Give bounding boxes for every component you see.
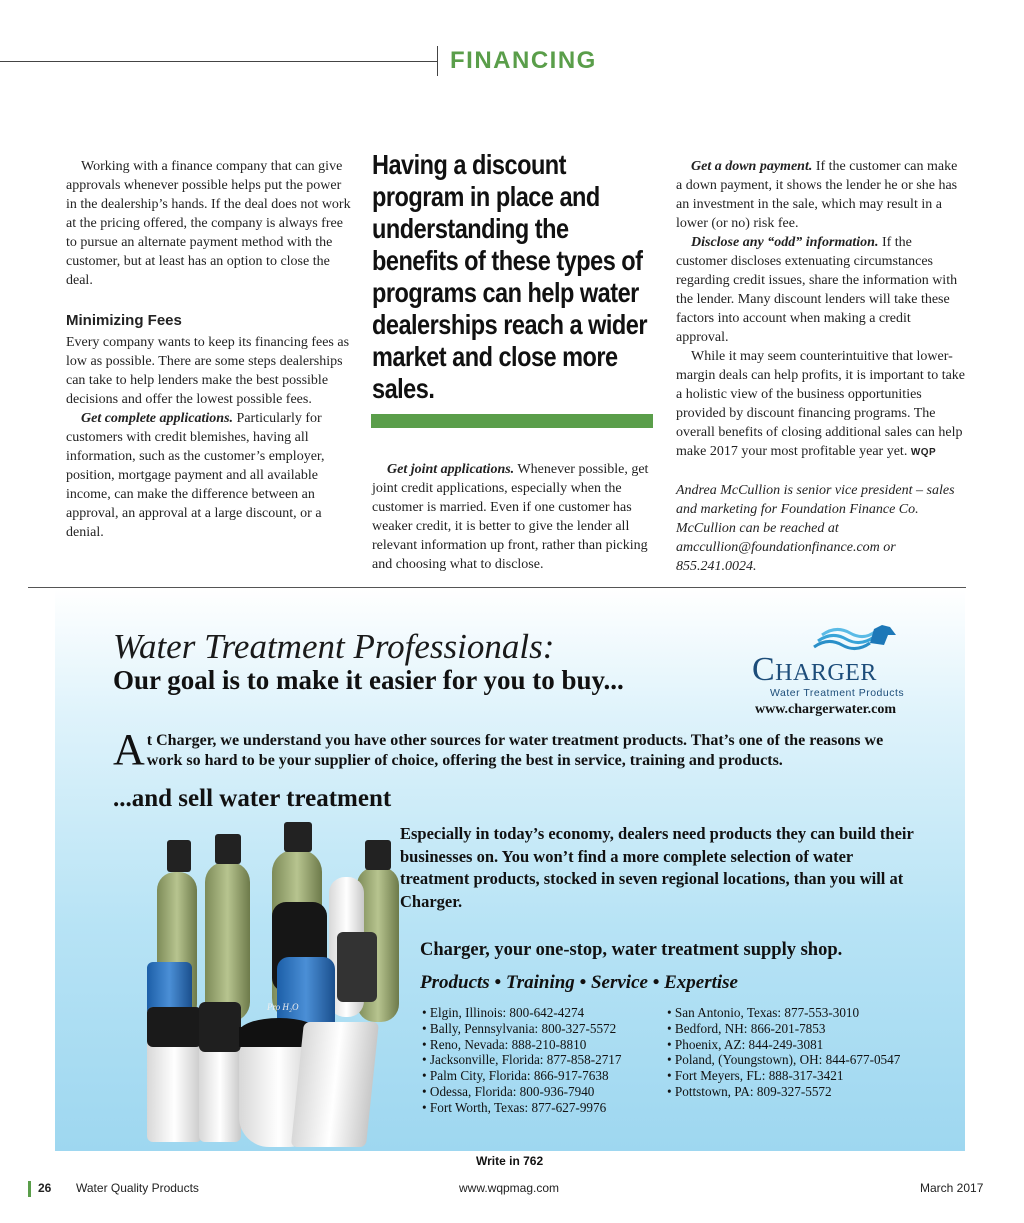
pull-quote: Having a discount program in place and understanding the benefits of these types of programs can help water dealerships reach a wider market and close more sales. — [372, 149, 648, 404]
location-item: • Poland, (Youngstown), OH: 844-677-0547 — [667, 1052, 900, 1068]
location-item: • Phoenix, AZ: 844-249-3081 — [667, 1037, 900, 1053]
product-label: Pro H₂O — [267, 1002, 299, 1012]
location-item: • Odessa, Florida: 800-936-7940 — [422, 1084, 621, 1100]
magazine-website[interactable]: www.wqpmag.com — [459, 1181, 560, 1195]
ad-intro-text: t Charger, we understand you have other sources for water treatment products. That’s one of the reasons we work so hard to be your supplier of choice, offering the best in service, training and products. — [146, 732, 884, 769]
article-column-3 — [676, 157, 966, 576]
location-item: • San Antonio, Texas: 877-553-3010 — [667, 1005, 900, 1021]
write-in-number: Write in 762 — [476, 1154, 544, 1168]
ad-url[interactable]: www.chargerwater.com — [755, 702, 896, 717]
location-item: • Bally, Pennsylvania: 800-327-5572 — [422, 1021, 621, 1037]
charger-logo — [752, 631, 912, 701]
location-item: • Fort Worth, Texas: 877-627-9976 — [422, 1100, 621, 1116]
ad-economy-text: Especially in today’s economy, dealers need products they can build their businesses on. You won’t find a more complete selection of water treatment products, stocked in seven regional locations, than you will at Charger. — [400, 824, 914, 911]
end-mark: WQP — [910, 447, 937, 458]
location-item: • Reno, Nevada: 888-210-8810 — [422, 1037, 621, 1053]
paragraph — [372, 460, 654, 574]
pull-quote-bar — [371, 414, 653, 428]
location-item: • Elgin, Illinois: 800-642-4274 — [422, 1005, 621, 1021]
paragraph: Every company wants to keep its financing fees as low as possible. There are some steps dealerships can take to help lenders make the best possible decisions and offer the lowest possible fees. — [66, 335, 350, 407]
ad-subtitle: Our goal is to make it easier for you to buy... — [113, 665, 624, 695]
ad-pillars: Products • Training • Service • Expertise — [420, 972, 738, 993]
paragraph — [676, 233, 966, 347]
article-ad-divider — [28, 587, 966, 588]
paragraph: Working with a finance company that can give approvals whenever possible helps put the power in the dealership’s hands. If the deal does not work at the pricing offered, the company is always free to pursue an alternate payment method with the customer, but at least has an option to close the deal. — [66, 159, 351, 288]
location-item: • Fort Meyers, FL: 888-317-3421 — [667, 1068, 900, 1084]
header-rule — [0, 61, 437, 62]
run-in-heading: Get complete applications. — [81, 411, 234, 426]
paragraph-body: If the customer discloses extenuating circumstances regarding credit issues, share the information with the lender. Many discount lenders will take these factors into account when making a credit approval. — [676, 235, 958, 345]
locations-left — [422, 1005, 621, 1116]
locations-right — [667, 1005, 900, 1100]
author-bio: Andrea McCullion is senior vice president – sales and marketing for Foundation Finance Co. McCullion can be reached at amccullion@foundationfinance.com or 855.241.0024. — [676, 483, 955, 574]
paragraph-body: Whenever possible, get joint credit applications, especially when the customer is married. Even if one customer has weaker credit, it is better to give the lender all relevant information up front, rather than picking and choosing what to disclose. — [372, 462, 649, 572]
ad-sell-heading: ...and sell water treatment — [113, 785, 392, 812]
drop-cap: A — [113, 725, 145, 774]
location-item: • Palm City, Florida: 866-917-7638 — [422, 1068, 621, 1084]
run-in-heading: Get a down payment. — [691, 159, 813, 174]
water-treatment-products-image — [147, 822, 417, 1152]
location-item: • Bedford, NH: 866-201-7853 — [667, 1021, 900, 1037]
paragraph — [676, 347, 966, 462]
ad-title: Water Treatment Professionals: — [113, 627, 555, 666]
paragraph-body: Particularly for customers with credit blemishes, having all information, such as the customer’s employer, position, mortgage payment and all available income, can make the difference between an approval, an approval at a large discount, or a denial. — [66, 411, 325, 540]
location-item: • Pottstown, PA: 809-327-5572 — [667, 1084, 900, 1100]
article-column-1 — [66, 157, 352, 542]
run-in-heading: Disclose any “odd” information. — [691, 235, 879, 250]
header-divider — [437, 46, 438, 76]
section-title: FINANCING — [450, 47, 597, 74]
page-number: 26 — [38, 1181, 52, 1195]
paragraph — [66, 409, 352, 542]
ad-onestop: Charger, your one-stop, water treatment supply shop. — [420, 940, 843, 960]
article-column-2 — [372, 460, 654, 574]
paragraph-body: If the customer can make a down payment, it shows the lender he or she has an investment in the sale, which may result in a lower (or no) risk fee. — [676, 159, 958, 231]
magazine-name: Water Quality Products — [76, 1181, 199, 1195]
logo-wordmark: Charger — [752, 651, 877, 688]
run-in-heading: Get joint applications. — [387, 462, 515, 477]
logo-tagline: Water Treatment Products — [770, 687, 905, 699]
subheading: Minimizing Fees — [66, 312, 182, 329]
paragraph — [676, 157, 966, 233]
charger-advertisement[interactable] — [55, 589, 965, 1151]
footer-accent-bar — [28, 1181, 31, 1197]
issue-date: March 2017 — [920, 1181, 984, 1195]
ad-intro — [113, 725, 913, 774]
location-item: • Jacksonville, Florida: 877-858-2717 — [422, 1052, 621, 1068]
paragraph-body: While it may seem counterintuitive that lower-margin deals can help profits, it is important to take a holistic view of the business opportunities provided by discount financing programs. The overall benefits of closing additional sales can help make 2017 your most profitable year yet. — [676, 349, 966, 459]
